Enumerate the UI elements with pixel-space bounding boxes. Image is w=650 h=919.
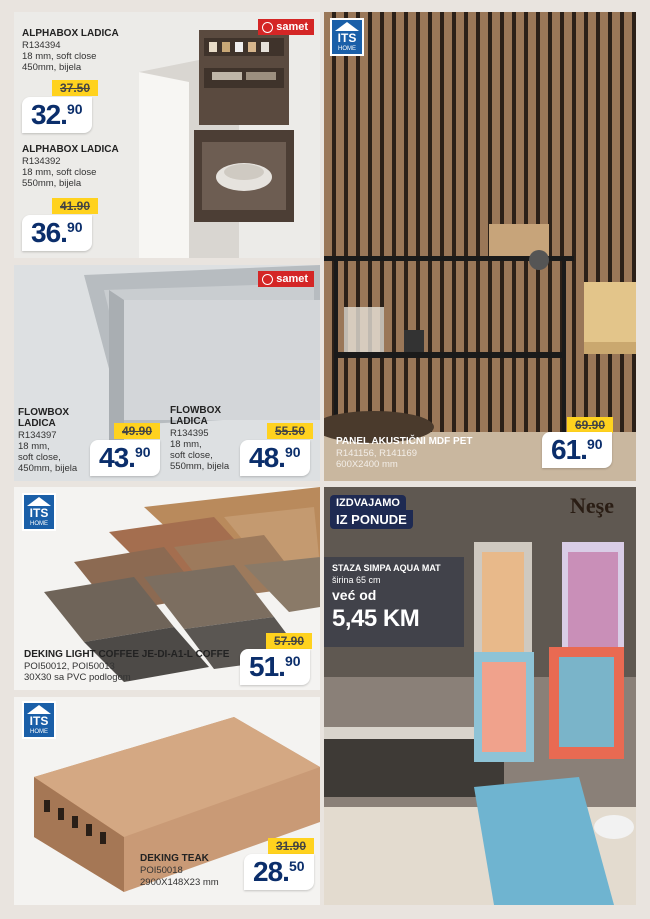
flowbox1-name-line1: FLOWBOX (18, 407, 70, 418)
flowbox1-code: R134397 (18, 430, 57, 441)
panel-old-price: 69.90 (567, 417, 613, 433)
alphabox1-price: 32.90 (22, 97, 92, 133)
deking1-spec1: 30X30 sa PVC podlogom (24, 672, 131, 683)
bathroom-illustration (324, 487, 636, 905)
panel-name: PANEL AKUSTIČNI MDF PET (336, 436, 473, 447)
alphabox1-code: R134394 (22, 40, 61, 51)
promo-panel (324, 487, 636, 905)
alphabox-panel (14, 12, 320, 258)
alphabox1-name: ALPHABOX LADICA (22, 28, 119, 39)
flowbox-panel (14, 265, 320, 481)
panel-spec1: 600X2400 mm (336, 459, 398, 470)
panel-code: R141156, R141169 (336, 448, 417, 459)
promo-tag-line1: IZDVAJAMO (330, 495, 406, 511)
alphabox2-spec2: 550mm, bijela (22, 178, 82, 189)
panel-price: 61.90 (542, 432, 612, 468)
deking1-name: DEKING LIGHT COFFEE JE-DI-A1-L COFFE (24, 649, 230, 660)
deking2-old-price: 31.90 (268, 838, 314, 854)
flowbox1-price: 43.90 (90, 440, 160, 476)
house-roof-icon (27, 705, 51, 714)
flowbox2-code: R134395 (170, 428, 209, 439)
alphabox2-code: R134392 (22, 156, 61, 167)
flowbox2-spec3: 550mm, bijela (170, 461, 230, 472)
deking2-name: DEKING TEAK (140, 853, 209, 864)
flowbox2-old-price: 55.50 (267, 423, 313, 439)
flowbox2-price: 48.90 (240, 440, 310, 476)
acoustic-panel-panel (324, 12, 636, 481)
alphabox2-price: 36.90 (22, 215, 92, 251)
alphabox2-name: ALPHABOX LADICA (22, 144, 119, 155)
its-home-logo: ITS HOME (330, 18, 364, 56)
samet-circle-icon (262, 22, 273, 33)
flowbox1-spec1: 18 mm, (18, 441, 50, 452)
flowbox1-spec2: soft close, (18, 452, 61, 463)
its-home-logo: ITS HOME (22, 493, 56, 531)
flowbox1-spec3: 450mm, bijela (18, 463, 78, 474)
deking2-price: 28.50 (244, 854, 314, 890)
deking1-price: 51.90 (240, 649, 310, 685)
its-home-logo: ITS HOME (22, 701, 56, 739)
samet-logo: samet (258, 19, 314, 35)
flowbox1-old-price: 49.90 (114, 423, 160, 439)
deking2-code: POI50018 (140, 865, 183, 876)
promo-from-label: već od (332, 587, 377, 603)
alphabox2-spec1: 18 mm, soft close (22, 167, 97, 178)
promo-price: 5,45 KM (332, 605, 420, 632)
samet-circle-icon (262, 274, 273, 285)
alphabox1-old-price: 37.50 (52, 80, 98, 96)
acoustic-wall-illustration (324, 12, 636, 481)
promo-product-name: STAZA SIMPA AQUA MAT (332, 563, 441, 573)
flowbox2-name-line2: LADICA (170, 416, 208, 427)
deking2-spec1: 2900X148X23 mm (140, 877, 219, 888)
alphabox2-old-price: 41.90 (52, 198, 98, 214)
deking1-old-price: 57.90 (266, 633, 312, 649)
flowbox2-spec2: soft close, (170, 450, 213, 461)
samet-logo: samet (258, 271, 314, 287)
deking-tiles-panel (14, 487, 320, 690)
promo-tag-line2: IZ PONUDE (330, 510, 413, 529)
promo-width: širina 65 cm (332, 575, 381, 585)
deking1-code: POI50012, POI50013 (24, 661, 115, 672)
flowbox1-name-line2: LADICA (18, 418, 56, 429)
nese-logo: Neşe (570, 493, 614, 518)
deking-teak-panel (14, 697, 320, 905)
flowbox2-name-line1: FLOWBOX (170, 405, 222, 416)
flowbox2-spec1: 18 mm, (170, 439, 202, 450)
house-roof-icon (27, 497, 51, 506)
house-roof-icon (335, 22, 359, 31)
alphabox1-spec2: 450mm, bijela (22, 62, 82, 73)
alphabox1-spec1: 18 mm, soft close (22, 51, 97, 62)
